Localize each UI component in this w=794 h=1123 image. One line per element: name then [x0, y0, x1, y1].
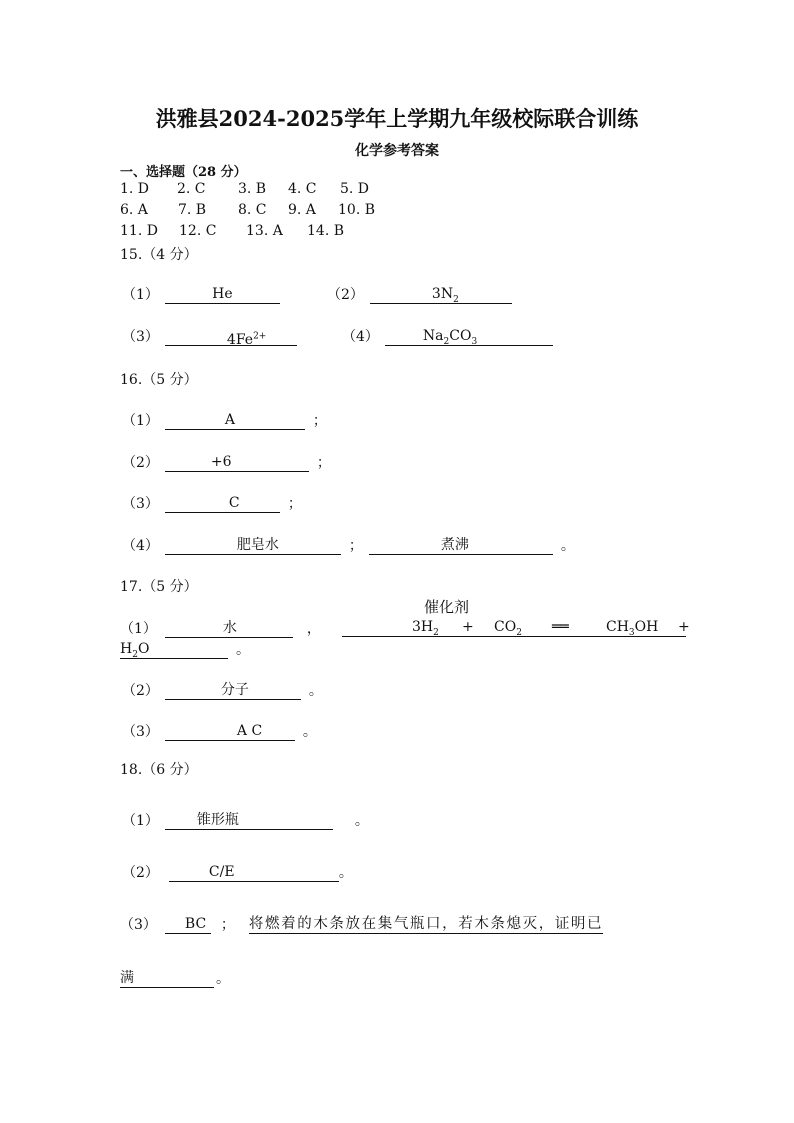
choice-13: 13. A	[246, 223, 283, 239]
q16-blank-3: C	[165, 494, 280, 513]
choice-1: 1. D	[120, 181, 150, 197]
q16-answer-1: （1） A ；	[122, 412, 327, 429]
q15-blank-4	[385, 327, 553, 346]
q15-blank-1	[165, 285, 280, 304]
choice-6: 6. A	[120, 202, 148, 218]
q15-answer-2	[327, 284, 512, 304]
q15-blank-3	[165, 327, 297, 346]
q17-blank-1b: $H_2O$	[120, 640, 228, 659]
choice-11: 11. D	[120, 223, 158, 239]
q17-blank-1: 水	[165, 619, 293, 638]
page-subtitle: 化学参考答案	[355, 143, 439, 159]
choice-2: 2. C	[177, 181, 206, 197]
q17-answer-1-cont: $H_2O$ 。	[120, 641, 250, 660]
q15-label-1: （1）	[122, 287, 159, 303]
q16-blank-4a: 肥皂水	[165, 536, 341, 555]
q17-blank-3: A C	[165, 722, 295, 741]
choice-8: 8. C	[238, 202, 267, 218]
page-title: 洪雅县2024-2025学年上学期九年级校际联合训练	[155, 106, 639, 131]
q15-value-2: $3N_2$	[431, 286, 459, 305]
q15-label-4: （4）	[342, 329, 379, 345]
q16-answer-4: （4） 肥皂水 ； 煮沸 。	[122, 537, 575, 554]
q15-heading: 15.（4 分）	[120, 247, 198, 263]
choice-14: 14. B	[307, 223, 345, 239]
q17-heading: 17.（5 分）	[120, 579, 198, 595]
q17-answer-2: （2） 分子 。	[122, 682, 323, 699]
q15-label-3: （3）	[122, 329, 159, 345]
q15-value-1: He	[212, 286, 233, 302]
q17-blank-2: 分子	[165, 681, 301, 700]
q15-blank-2	[370, 285, 512, 304]
q15-answer-3	[122, 326, 297, 346]
q15-answer-1	[122, 284, 280, 304]
reaction-condition: 催化剂	[424, 598, 470, 616]
choice-12: 12. C	[179, 223, 217, 239]
choice-10: 10. B	[338, 202, 376, 218]
q18-answer-3: （3） BC ； 将燃着的木条放在集气瓶口，若木条熄灭，证明已	[120, 916, 604, 933]
q18-blank-3c: 满	[120, 969, 214, 988]
q15-value-4: $Na_2CO_3$	[422, 328, 478, 347]
q16-blank-4b: 煮沸	[369, 536, 553, 555]
q16-answer-3: （3） C ；	[122, 495, 302, 512]
q18-blank-3a: BC	[165, 915, 211, 934]
choice-answers	[120, 181, 520, 251]
choice-3: 3. B	[238, 181, 267, 197]
q16-answer-2: （2） +6 ；	[122, 454, 331, 471]
choice-9: 9. A	[288, 202, 316, 218]
q18-answer-3-cont: 满 。	[120, 970, 230, 987]
q18-blank-3b: 将燃着的木条放在集气瓶口，若木条熄灭，证明已	[248, 916, 604, 932]
q17-answer-1: （1） 水 ， $3H_2$ + $CO_2$ ══ $CH_3OH$ +	[120, 619, 690, 638]
q18-blank-1: 锥形瓶	[165, 811, 333, 830]
choice-4: 4. C	[288, 181, 317, 197]
q18-answer-2: （2） C/E 。	[122, 864, 353, 881]
q15-answer-4	[342, 326, 553, 346]
q16-blank-1: A	[165, 411, 305, 430]
q18-blank-2: C/E	[169, 863, 339, 882]
section1-heading: 一、选择题（28 分）	[120, 165, 247, 180]
chemical-equation: $3H_2$ + $CO_2$ ══ $CH_3OH$ +	[342, 618, 686, 637]
q16-blank-2: +6	[165, 453, 309, 472]
choice-7: 7. B	[178, 202, 207, 218]
q15-label-2: （2）	[327, 287, 364, 303]
choice-5: 5. D	[340, 181, 370, 197]
q18-heading: 18.（6 分）	[120, 762, 198, 778]
q17-answer-3: （3） A C 。	[122, 723, 317, 740]
q16-heading: 16.（5 分）	[120, 372, 198, 388]
q15-value-3: $4Fe^{2+}$	[226, 331, 267, 348]
q18-answer-1: （1） 锥形瓶 。	[122, 812, 369, 829]
